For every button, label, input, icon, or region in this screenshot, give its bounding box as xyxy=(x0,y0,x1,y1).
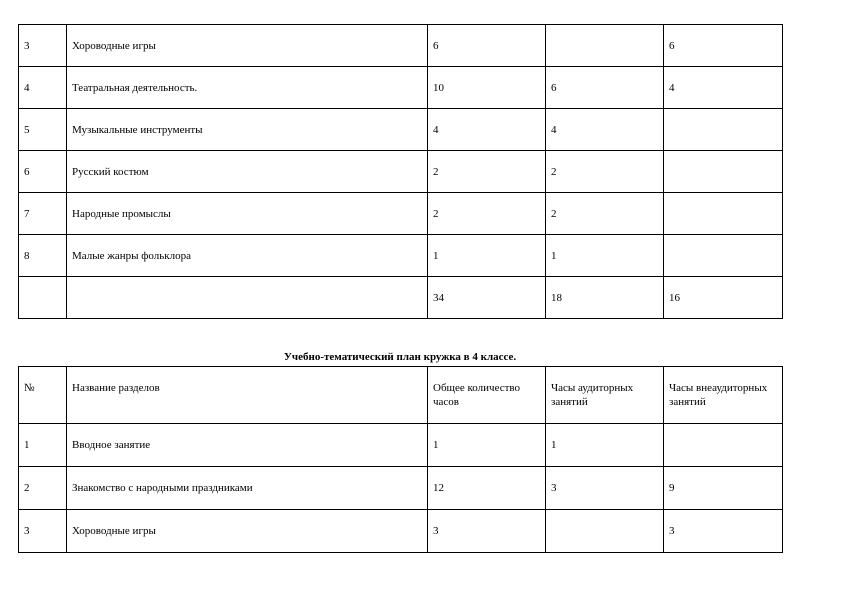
classroom-hours: 1 xyxy=(546,424,664,467)
section-name: Хороводные игры xyxy=(67,510,428,553)
table-row xyxy=(19,25,783,67)
header-section-name: Название разделов xyxy=(67,367,428,424)
section-name: Хороводные игры xyxy=(67,25,428,67)
total-hours: 12 xyxy=(428,467,546,510)
section-name: Русский костюм xyxy=(67,151,428,193)
row-number: 3 xyxy=(19,25,67,67)
section-name: Малые жанры фольклора xyxy=(67,235,428,277)
total-hours: 2 xyxy=(428,151,546,193)
section-name: Театральная деятельность. xyxy=(67,67,428,109)
classroom-hours xyxy=(546,510,664,553)
section-name: Знакомство с народными праздниками xyxy=(67,467,428,510)
classroom-hours: 1 xyxy=(546,235,664,277)
extracurricular-hours xyxy=(664,424,783,467)
total-hours: 6 xyxy=(428,25,546,67)
total-hours: 4 xyxy=(428,109,546,151)
total-hours: 1 xyxy=(428,424,546,467)
row-number: 2 xyxy=(19,467,67,510)
row-number: 8 xyxy=(19,235,67,277)
extracurricular-hours: 6 xyxy=(664,25,783,67)
extracurricular-hours: 4 xyxy=(664,67,783,109)
classroom-hours-sum: 18 xyxy=(546,277,664,319)
section-name xyxy=(67,277,428,319)
classroom-hours: 6 xyxy=(546,67,664,109)
extracurricular-hours-sum: 16 xyxy=(664,277,783,319)
header-classroom-hours: Часы аудиторных занятий xyxy=(546,367,664,424)
classroom-hours: 4 xyxy=(546,109,664,151)
total-hours: 2 xyxy=(428,193,546,235)
row-number: 4 xyxy=(19,67,67,109)
extracurricular-hours xyxy=(664,151,783,193)
table-row xyxy=(19,109,783,151)
row-number: 1 xyxy=(19,424,67,467)
classroom-hours: 2 xyxy=(546,151,664,193)
curriculum-table-grade-4 xyxy=(18,366,783,553)
header-extracurricular-hours: Часы внеаудиторных занятий xyxy=(664,367,783,424)
row-number: 5 xyxy=(19,109,67,151)
extracurricular-hours: 3 xyxy=(664,510,783,553)
table-row xyxy=(19,467,783,510)
classroom-hours: 3 xyxy=(546,467,664,510)
classroom-hours: 2 xyxy=(546,193,664,235)
section-name: Музыкальные инструменты xyxy=(67,109,428,151)
header-number: № xyxy=(19,367,67,424)
table-row xyxy=(19,424,783,467)
table-row xyxy=(19,151,783,193)
totals-row xyxy=(19,277,783,319)
curriculum-table-continued xyxy=(18,24,783,319)
total-hours: 1 xyxy=(428,235,546,277)
table-row xyxy=(19,67,783,109)
extracurricular-hours xyxy=(664,193,783,235)
row-number: 6 xyxy=(19,151,67,193)
extracurricular-hours: 9 xyxy=(664,467,783,510)
total-hours-sum: 34 xyxy=(428,277,546,319)
table-caption: Учебно-тематический план кружка в 4 классе. xyxy=(283,351,517,363)
row-number: 3 xyxy=(19,510,67,553)
total-hours: 3 xyxy=(428,510,546,553)
extracurricular-hours xyxy=(664,109,783,151)
section-name: Вводное занятие xyxy=(67,424,428,467)
table-row xyxy=(19,193,783,235)
table-header-row xyxy=(19,367,783,424)
row-number: 7 xyxy=(19,193,67,235)
table-row xyxy=(19,235,783,277)
classroom-hours xyxy=(546,25,664,67)
extracurricular-hours xyxy=(664,235,783,277)
total-hours: 10 xyxy=(428,67,546,109)
section-name: Народные промыслы xyxy=(67,193,428,235)
header-total-hours: Общее количество часов xyxy=(428,367,546,424)
table-row xyxy=(19,510,783,553)
row-number xyxy=(19,277,67,319)
